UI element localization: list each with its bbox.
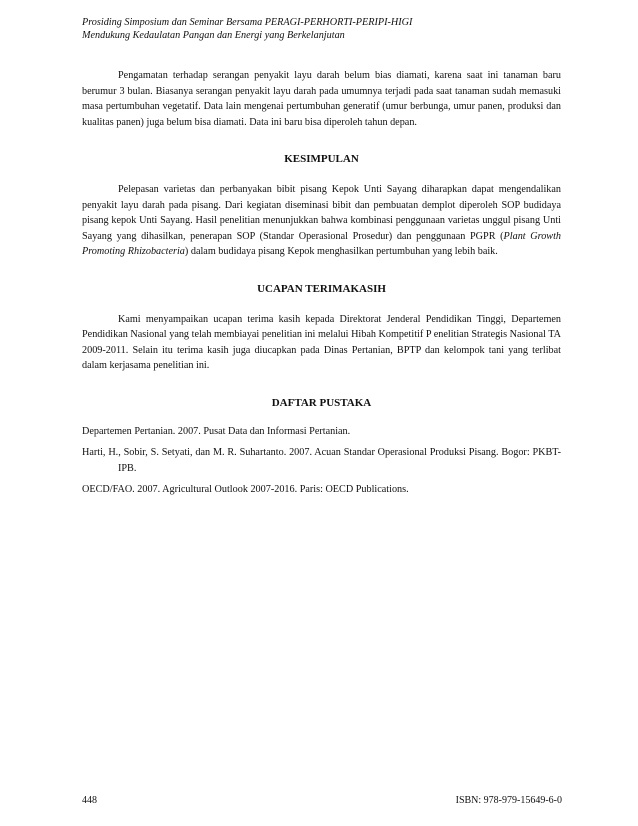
kesimpulan-heading: KESIMPULAN bbox=[284, 153, 359, 166]
running-header bbox=[82, 16, 562, 42]
ucapan-paragraph: Kami menyampaikan ucapan terima kasih kepada Direktorat Jenderal Pendidikan Tinggi, Departemen Pendidikan Nasional yang telah membiayai penelitian ini melalui Hibah Kompetitif P enelitian Strategis Nasional TA 2009-2011. Selain itu terima kasih juga diucapkan pada Dinas Pertanian, BPTP dan kelompok tani yang terlibat dalam kerjasama penelitian ini. bbox=[82, 313, 561, 372]
page-content bbox=[82, 68, 561, 504]
reference-list bbox=[82, 424, 561, 498]
kesimpulan-italic-term: Plant Growth Promoting Rhizobacteria bbox=[82, 230, 562, 258]
intro-paragraph: Pengamatan terhadap serangan penyakit layu darah belum bias diamati, karena saat ini tanaman baru berumur 3 bulan. Biasanya serangan penyakit layu darah pada umumnya terjadi pada saat tanaman sudah memasuki masa pertumbuhan vegetatif. Data lain mengenai pertumbuhan generatif (umur berbunga, umur panen, produksi dan kualitas panen) juga belum bisa diamati. Data ini baru bisa diperoleh tahun depan. bbox=[82, 70, 561, 128]
header-line-1: Prosiding Simposium dan Seminar Bersama PERAGI-PERHORTI-PERIPI-HIGI bbox=[82, 17, 413, 28]
reference-item: OECD/FAO. 2007. Agricultural Outlook 2007-2016. Paris: OECD Publications. bbox=[82, 484, 409, 496]
ucapan-heading: UCAPAN TERIMAKASIH bbox=[257, 282, 386, 295]
page-number: 448 bbox=[82, 795, 97, 806]
kesimpulan-paragraph bbox=[82, 182, 561, 260]
isbn-label: ISBN: 978-979-15649-6-0 bbox=[455, 795, 562, 806]
kesimpulan-text-2: ) dalam budidaya pisang Kepok menghasilkan pertumbuhan yang lebih baik. bbox=[184, 246, 498, 258]
kesimpulan-text-1: Pelepasan varietas dan perbanyakan bibit pisang Kepok Unti Sayang diharapkan dapat mengendalikan penyakit layu darah pada pisang. Dari kegiatan diseminasi bibit dan pembuatan demplot diperoleh SOP budidaya pisang kepok Unti Sayang. Hasil penelitian menunjukkan bahwa kombinasi penggunaan varietas unggul pisang Unti Sayang yang dihasilkan, penerapan SOP (Standar Operasional Prosedur) dan penggunaan PGPR ( bbox=[82, 183, 561, 242]
reference-item: Departemen Pertanian. 2007. Pusat Data dan Informasi Pertanian. bbox=[82, 425, 351, 437]
daftar-pustaka-heading: DAFTAR PUSTAKA bbox=[271, 396, 372, 409]
header-line-2: Mendukung Kedaulatan Pangan dan Energi yang Berkelanjutan bbox=[82, 30, 345, 41]
reference-item: Harti, H., Sobir, S. Setyati, dan M. R. Suhartanto. 2007. Acuan Standar Operasional Produksi Pisang. Bogor: PKBT-IPB. bbox=[82, 447, 561, 474]
